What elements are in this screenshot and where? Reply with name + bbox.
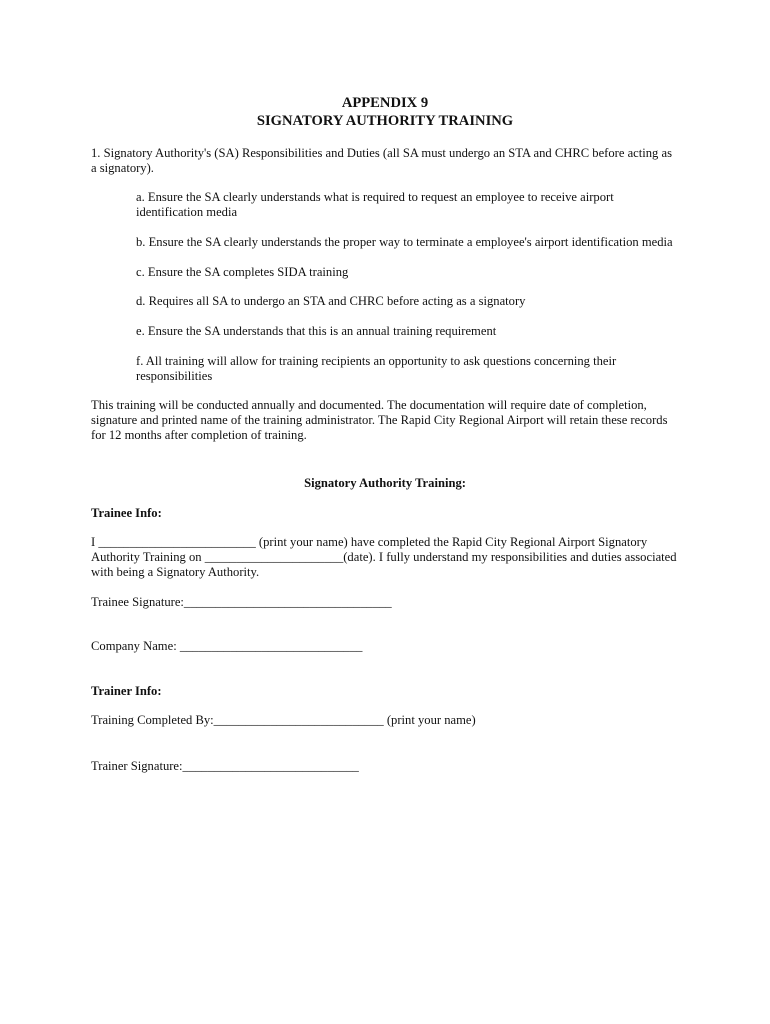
item-a-line-2: identification media (136, 205, 238, 219)
paragraph-line-1: This training will be conducted annually and documented. The documentation will require date of completion, (91, 398, 647, 412)
item-a-line-1: a. Ensure the SA clearly understands what is required to request an employee to receive airport (136, 190, 614, 204)
section-1-line-2: a signatory). (91, 161, 154, 175)
item-d: d. Requires all SA to undergo an STA and CHRC before acting as a signatory (136, 294, 526, 308)
item-f-line-1: f. All training will allow for training recipients an opportunity to ask questions concerning their (136, 354, 617, 368)
form-heading: Signatory Authority Training: (304, 476, 466, 490)
trainee-signature-field[interactable]: Trainee Signature:_________________________________ (91, 595, 392, 609)
item-c: c. Ensure the SA completes SIDA training (136, 265, 349, 279)
item-b: b. Ensure the SA clearly understands the proper way to terminate a employee's airport identification media (136, 235, 673, 249)
trainer-info-heading: Trainer Info: (91, 684, 162, 698)
training-completed-by-field[interactable]: Training Completed By:___________________________ (print your name) (91, 713, 476, 727)
statement-line-1[interactable]: I _________________________ (print your name) have completed the Rapid City Regional Airport Signatory (91, 535, 648, 549)
item-e: e. Ensure the SA understands that this is an annual training requirement (136, 324, 497, 338)
statement-line-3: with being a Signatory Authority. (91, 565, 260, 579)
statement-line-2[interactable]: Authority Training on ______________________(date). I fully understand my responsibilities and duties associated (91, 550, 677, 564)
trainer-signature-field[interactable]: Trainer Signature:____________________________ (91, 759, 359, 773)
appendix-label: APPENDIX 9 (341, 95, 429, 111)
paragraph-line-3: for 12 months after completion of training. (91, 428, 307, 442)
section-1-line-1: 1. Signatory Authority's (SA) Responsibilities and Duties (all SA must undergo an STA and CHRC before acting as (91, 146, 672, 160)
paragraph-line-2: signature and printed name of the training administrator. The Rapid City Regional Airport will retain these records (91, 413, 668, 427)
item-f-line-2: responsibilities (136, 369, 213, 383)
company-name-field[interactable]: Company Name: _____________________________ (91, 639, 363, 653)
page-title: SIGNATORY AUTHORITY TRAINING (256, 113, 514, 129)
trainee-info-heading: Trainee Info: (91, 506, 162, 520)
